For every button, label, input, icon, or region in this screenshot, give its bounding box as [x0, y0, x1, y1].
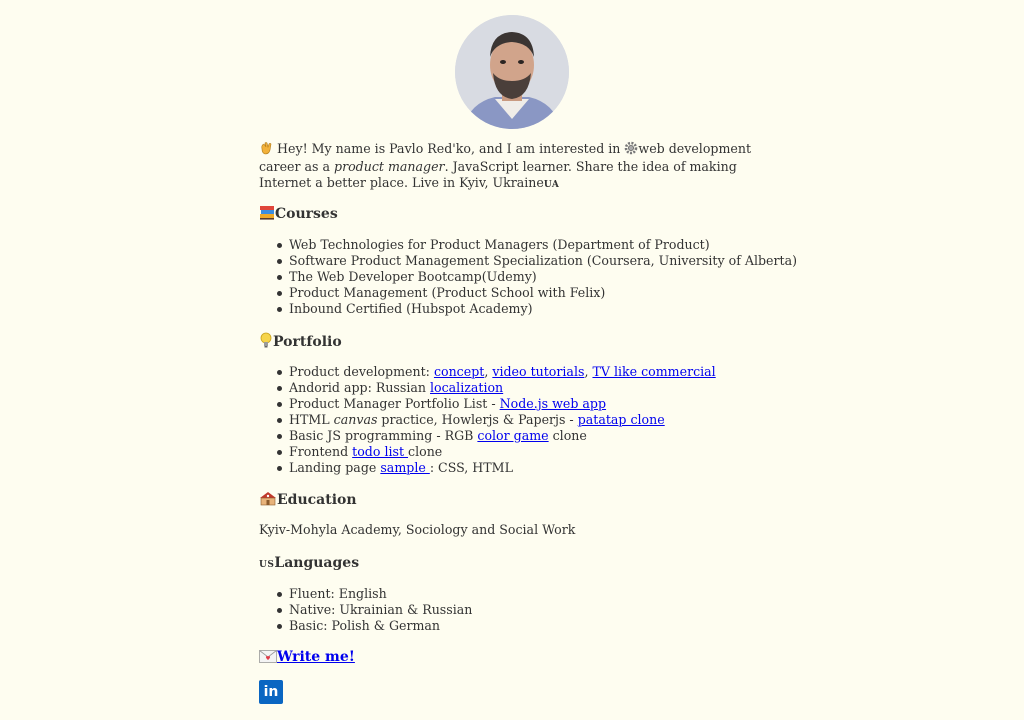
intro-text-1: Hey! My name is Pavlo Red'ko, and I am interested in: [277, 141, 621, 156]
languages-title: Languages: [274, 555, 360, 571]
flag-ua: UA: [543, 180, 560, 190]
portfolio-item-text: clone: [408, 444, 443, 459]
language-item: Basic: Polish & German: [289, 618, 809, 634]
sample-link[interactable]: sample: [380, 460, 430, 475]
portfolio-item-text: clone: [548, 428, 587, 443]
courses-heading: [259, 205, 338, 225]
language-item: Native: Ukrainian & Russian: [289, 602, 809, 618]
portfolio-heading: [259, 332, 342, 353]
course-item: Inbound Certified (Hubspot Academy): [289, 301, 809, 317]
portfolio-item-android-app: [289, 380, 809, 396]
write-me-link[interactable]: Write me!: [277, 649, 355, 665]
education-text: Kyiv-Mohyla Academy, Sociology and Social Work: [259, 522, 576, 537]
light-bulb-icon: [259, 332, 273, 353]
color-game-link[interactable]: color game: [477, 428, 549, 443]
portfolio-item-product-development: [289, 364, 809, 380]
todo-list-link[interactable]: todo list: [352, 444, 409, 459]
avatar: [455, 15, 569, 129]
school-icon: [259, 491, 277, 511]
waving-hand-icon: [259, 141, 273, 159]
portfolio-item-text: Product Manager Portfolio List -: [289, 396, 500, 411]
education-heading: [259, 491, 357, 511]
portfolio-item-text: Landing page: [289, 460, 381, 475]
nodejs-app-link[interactable]: Node.js web app: [499, 396, 607, 411]
languages-heading: [259, 554, 359, 574]
gear-icon: [624, 141, 638, 159]
patatap-clone-link[interactable]: patatap clone: [577, 412, 665, 427]
education-title: Education: [277, 492, 357, 508]
languages-list: [259, 586, 809, 634]
portfolio-title: Portfolio: [273, 334, 342, 350]
intro-text-2: web development career as a: [259, 141, 752, 174]
language-item: Fluent: English: [289, 586, 809, 602]
intro-role: product manager: [334, 159, 445, 174]
books-icon: [259, 205, 275, 225]
course-item: Software Product Management Specialization (Coursera, University of Alberta): [289, 253, 809, 269]
flag-us: US: [259, 560, 275, 570]
portfolio-item-landing: [289, 460, 809, 476]
localization-link[interactable]: localization: [430, 380, 504, 395]
course-item: Product Management (Product School with Felix): [289, 285, 809, 301]
separator: ,: [584, 364, 593, 379]
portfolio-item-text: Frontend: [289, 444, 353, 459]
video-tutorials-link[interactable]: video tutorials: [492, 364, 585, 379]
portfolio-item-text: Basic JS programming - RGB: [289, 428, 478, 443]
love-letter-icon: [259, 650, 277, 667]
separator: ,: [484, 364, 493, 379]
portfolio-item-js: [289, 428, 809, 444]
course-item: The Web Developer Bootcamp(Udemy): [289, 269, 809, 285]
concept-link[interactable]: concept: [433, 364, 485, 379]
portfolio-item-pm-list: [289, 396, 809, 412]
canvas-emphasis: canvas: [333, 412, 378, 427]
portfolio-item-text: HTML: [289, 412, 334, 427]
tv-commercial-link[interactable]: TV like commercial: [592, 364, 716, 379]
intro-paragraph: [259, 141, 779, 193]
portfolio-list: [259, 364, 809, 476]
portfolio-item-text: : CSS, HTML: [429, 460, 513, 475]
courses-list: [259, 237, 809, 317]
portfolio-item-text: Product development:: [289, 364, 434, 379]
portfolio-item-canvas: [289, 412, 809, 428]
intro-text-3: . JavaScript learner. Share the idea of making Internet a better place. Live in Kyiv, Ukraine: [259, 159, 737, 190]
portfolio-item-text: Andorid app: Russian: [289, 380, 431, 395]
linkedin-icon[interactable]: in: [259, 680, 283, 704]
write-me-block: [259, 649, 355, 667]
portfolio-item-text: practice, Howlerjs & Paperjs -: [377, 412, 578, 427]
courses-title: Courses: [275, 206, 338, 222]
course-item: Web Technologies for Product Managers (Department of Product): [289, 237, 809, 253]
portfolio-item-frontend: [289, 444, 809, 460]
